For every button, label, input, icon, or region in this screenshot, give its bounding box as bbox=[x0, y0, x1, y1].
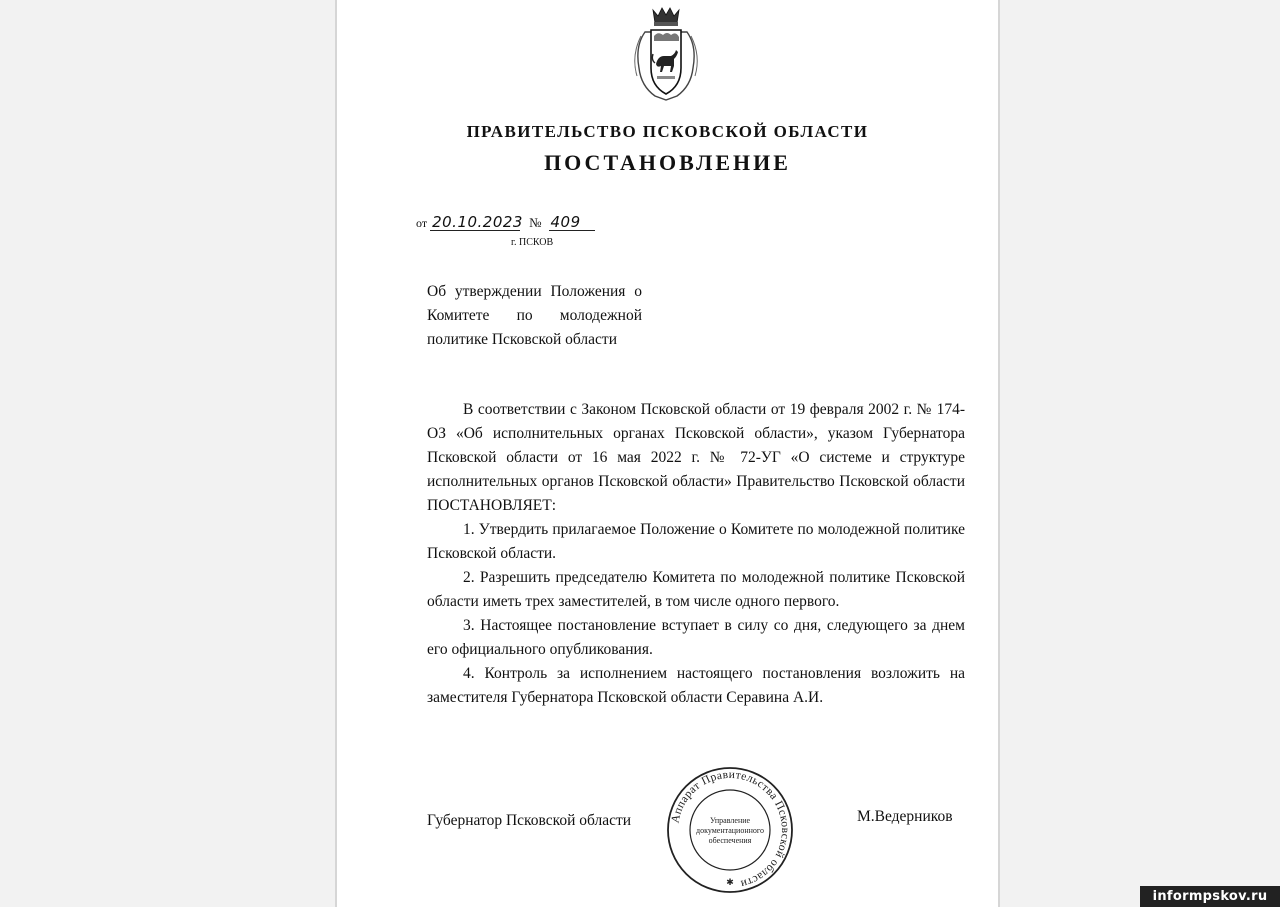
signer-name: М.Ведерников bbox=[857, 808, 953, 825]
date-prefix: от bbox=[416, 216, 428, 230]
clause-2: 2. Разрешить председателю Комитета по молодежной политике Псковской области иметь трех заместителей, в том числе одного первого. bbox=[427, 569, 965, 610]
site-watermark: informpskov.ru bbox=[1140, 886, 1280, 907]
organization-title: ПРАВИТЕЛЬСТВО ПСКОВСКОЙ ОБЛАСТИ bbox=[466, 122, 869, 141]
document-body bbox=[427, 398, 965, 710]
date-number-line bbox=[416, 214, 595, 231]
preamble-paragraph: В соответствии с Законом Псковской области от 19 февраля 2002 г. № 174-ОЗ «Об исполнительных органах Псковской области», указом Губернатора Псковской области от 16 мая 2022 г. № 72-УГ «О системе и структуре исполнительных органов Псковской области» Правительство Псковской области ПОСТАНОВЛЯЕТ: bbox=[427, 401, 965, 514]
document-subject: Об утверждении Положения о Комитете по молодежной политике Псковской области bbox=[427, 283, 642, 348]
clause-3: 3. Настоящее постановление вступает в силу со дня, следующего за днем его официального опубликования. bbox=[427, 617, 965, 658]
clause-4: 4. Контроль за исполнением настоящего постановления возложить на заместителя Губернатора Псковской области Серавина А.И. bbox=[427, 665, 965, 706]
clause-1: 1. Утвердить прилагаемое Положение о Комитете по молодежной политике Псковской области. bbox=[427, 521, 965, 562]
official-seal bbox=[665, 765, 795, 895]
coat-of-arms-icon bbox=[627, 6, 705, 104]
document-type-title: ПОСТАНОВЛЕНИЕ bbox=[544, 150, 791, 175]
document-date: 20.10.2023 bbox=[432, 213, 523, 231]
document-number: 409 bbox=[549, 214, 595, 231]
signer-title: Губернатор Псковской области bbox=[427, 812, 632, 829]
seal-inner-line-3: обеспечения bbox=[708, 836, 752, 845]
document-city: г. ПСКОВ bbox=[511, 237, 554, 248]
seal-outer-text: Аппарат Правительства Псковской области bbox=[669, 768, 792, 890]
seal-inner-line-1: Управление bbox=[709, 816, 751, 825]
seal-inner-line-2: документационного bbox=[696, 826, 764, 835]
document-page bbox=[335, 0, 1000, 907]
seal-star-icon: ✱ bbox=[726, 877, 734, 887]
number-label: № bbox=[529, 215, 542, 230]
